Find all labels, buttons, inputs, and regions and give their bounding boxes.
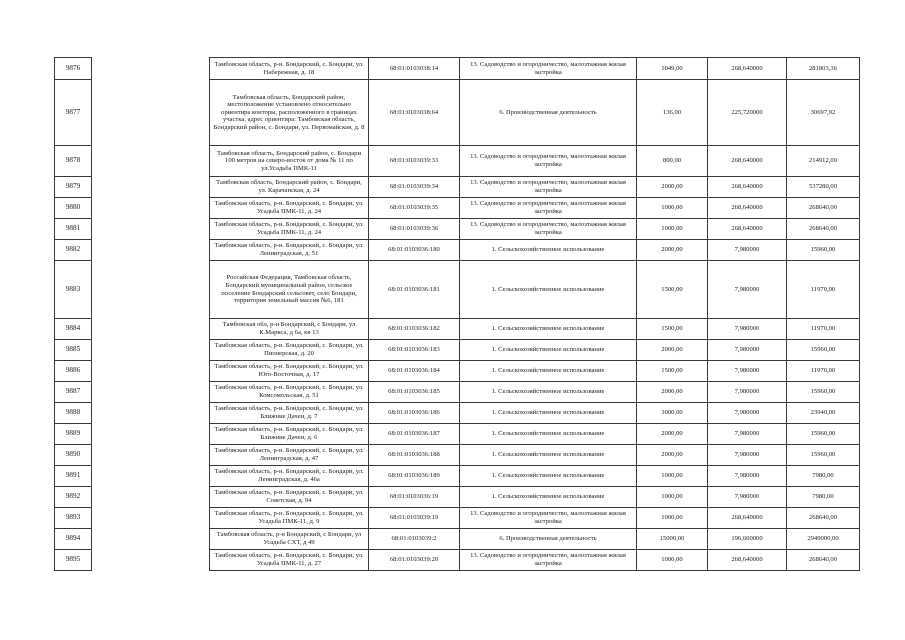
- rate-cell: 7,980000: [708, 487, 787, 508]
- land-use-cell: 13. Садоводство и огородничество, малоэтажная жилая застройка: [460, 58, 637, 80]
- spacer-cell: [92, 445, 210, 466]
- area-cell: 1000,00: [637, 466, 708, 487]
- address-cell: Тамбовская область, Бондарский район, местоположение установлено относительно ориентира конторы, расположенного в границах участка, адрес ориентира: Тамбовская область, Бондарский район, с. Бондари, ул. Первомайская, д. 8: [210, 80, 369, 146]
- cadastral-value-cell: 30697,92: [787, 80, 860, 146]
- area-cell: 2000,00: [637, 382, 708, 403]
- address-cell: Тамбовская область, р-н Бондарский, с Бондари, ул Усадьба СХТ, д 49: [210, 529, 369, 550]
- area-cell: 1500,00: [637, 319, 708, 340]
- cadastral-value-cell: 23940,00: [787, 403, 860, 424]
- rate-cell: 268,640000: [708, 550, 787, 571]
- record-number: 9888: [55, 403, 92, 424]
- address-cell: Тамбовская область, р-н. Бондарский, с. Бондари, ул. Юго-Восточная, д. 17: [210, 361, 369, 382]
- spacer-cell: [92, 219, 210, 240]
- rate-cell: 7,980000: [708, 319, 787, 340]
- cadastral-number-cell: 68:01:0103036:182: [369, 319, 460, 340]
- spacer-cell: [92, 424, 210, 445]
- land-use-cell: 1. Сельскохозяйственное использование: [460, 487, 637, 508]
- cadastral-number-cell: 68:01:0103038:64: [369, 80, 460, 146]
- area-cell: 800,00: [637, 146, 708, 177]
- address-cell: Тамбовская область, р-н. Бондарский, с. Бондари, ул. Комсомольская, д. 51: [210, 382, 369, 403]
- land-use-cell: 1. Сельскохозяйственное использование: [460, 319, 637, 340]
- area-cell: 1500,00: [637, 261, 708, 319]
- area-cell: 1500,00: [637, 361, 708, 382]
- cadastral-number-cell: 68:01:0103036:185: [369, 382, 460, 403]
- rate-cell: 7,980000: [708, 403, 787, 424]
- land-use-cell: 13. Садоводство и огородничество, малоэтажная жилая застройка: [460, 198, 637, 219]
- rate-cell: 7,980000: [708, 424, 787, 445]
- cadastral-value-cell: 7980,00: [787, 487, 860, 508]
- table-row: [55, 550, 860, 571]
- area-cell: 2000,00: [637, 424, 708, 445]
- spacer-cell: [92, 508, 210, 529]
- cadastral-value-cell: 268640,00: [787, 219, 860, 240]
- table-row: [55, 177, 860, 198]
- record-number: 9895: [55, 550, 92, 571]
- record-number: 9886: [55, 361, 92, 382]
- cadastral-number-cell: 68:01:0103036:186: [369, 403, 460, 424]
- table-row: [55, 508, 860, 529]
- cadastral-value-cell: 268640,00: [787, 508, 860, 529]
- area-cell: 2000,00: [637, 240, 708, 261]
- spacer-cell: [92, 58, 210, 80]
- spacer-cell: [92, 319, 210, 340]
- area-cell: 2000,00: [637, 340, 708, 361]
- cadastral-number-cell: 68:01:0103036:189: [369, 466, 460, 487]
- address-cell: Тамбовская область, р-н. Бондарский, с. Бондари, ул. Ленинградская, д. 47: [210, 445, 369, 466]
- address-cell: Тамбовская область, Бондарский район, с. Бондари, ул. Карачанская, д. 24: [210, 177, 369, 198]
- area-cell: 15000,00: [637, 529, 708, 550]
- cadastral-number-cell: 68:01:0103036:19: [369, 487, 460, 508]
- cadastral-value-cell: 15960,00: [787, 340, 860, 361]
- address-cell: Тамбовская область, р-н. Бондарский, с. Бондари, ул. Набережная, д. 18: [210, 58, 369, 80]
- address-cell: Тамбовская область, р-н. Бондарский, с. Бондари, ул. Усадьба ПМК-11, д. 24: [210, 198, 369, 219]
- cadastral-value-cell: 11970,00: [787, 361, 860, 382]
- cadastral-value-cell: 2949000,00: [787, 529, 860, 550]
- cadastral-value-cell: 281803,36: [787, 58, 860, 80]
- table-row: [55, 240, 860, 261]
- record-number: 9889: [55, 424, 92, 445]
- rate-cell: 225,720000: [708, 80, 787, 146]
- area-cell: 1000,00: [637, 198, 708, 219]
- record-number: 9880: [55, 198, 92, 219]
- record-number: 9891: [55, 466, 92, 487]
- address-cell: Тамбовская область, р-н. Бондарский, с. Бондари, ул. Усадьба ПМК-11, д. 27: [210, 550, 369, 571]
- spacer-cell: [92, 80, 210, 146]
- cadastral-value-cell: 15960,00: [787, 445, 860, 466]
- area-cell: 1049,00: [637, 58, 708, 80]
- cadastral-value-cell: 268640,00: [787, 550, 860, 571]
- rate-cell: 268,640000: [708, 219, 787, 240]
- record-number: 9890: [55, 445, 92, 466]
- land-use-cell: 1. Сельскохозяйственное использование: [460, 261, 637, 319]
- address-cell: Тамбовская область, р-н. Бондарский, с. Бондари, ул. Пионерская, д. 20: [210, 340, 369, 361]
- table-row: [55, 466, 860, 487]
- spacer-cell: [92, 198, 210, 219]
- rate-cell: 7,980000: [708, 382, 787, 403]
- spacer-cell: [92, 146, 210, 177]
- spacer-cell: [92, 240, 210, 261]
- address-cell: Тамбовская область, р-н. Бондарский, с. Бондари, ул. Ленинградская, д. 46а: [210, 466, 369, 487]
- record-number: 9876: [55, 58, 92, 80]
- table-row: [55, 424, 860, 445]
- cadastral-number-cell: 68:01:0103039:36: [369, 219, 460, 240]
- land-use-cell: 1. Сельскохозяйственное использование: [460, 424, 637, 445]
- cadastral-number-cell: 68:01:0103039:33: [369, 146, 460, 177]
- area-cell: 3000,00: [637, 403, 708, 424]
- area-cell: 136,00: [637, 80, 708, 146]
- cadastral-number-cell: 68:01:0103036:181: [369, 261, 460, 319]
- record-number: 9894: [55, 529, 92, 550]
- record-number: 9884: [55, 319, 92, 340]
- table-row: [55, 261, 860, 319]
- area-cell: 1000,00: [637, 550, 708, 571]
- table-row: [55, 445, 860, 466]
- table-row: [55, 361, 860, 382]
- address-cell: Тамбовская область, Бондарский район, с. Бондари 100 метров на северо-восток от дома № 11 по ул.Усадьба ПМК-11: [210, 146, 369, 177]
- cadastral-value-cell: 537280,00: [787, 177, 860, 198]
- rate-cell: 268,640000: [708, 177, 787, 198]
- address-cell: Тамбовская область, р-н. Бондарский, с. Бондари, ул. Усадьба ПМК-11, д. 9: [210, 508, 369, 529]
- land-use-cell: 6. Производственная деятельность: [460, 80, 637, 146]
- spacer-cell: [92, 261, 210, 319]
- cadastral-number-cell: 68:01:0103039:2: [369, 529, 460, 550]
- land-use-cell: 13. Садоводство и огородничество, малоэтажная жилая застройка: [460, 177, 637, 198]
- spacer-cell: [92, 550, 210, 571]
- land-use-cell: 1. Сельскохозяйственное использование: [460, 466, 637, 487]
- cadastral-number-cell: 68:01:0103036:184: [369, 361, 460, 382]
- address-cell: Российская Федерация, Тамбовская область, Бондарский муниципальный район, сельское поселение Бондарский сельсовет, село Бондари, территория земельный массив №6, 181: [210, 261, 369, 319]
- area-cell: 1000,00: [637, 508, 708, 529]
- cadastral-number-cell: 68:01:0103036:180: [369, 240, 460, 261]
- record-number: 9883: [55, 261, 92, 319]
- table-row: [55, 80, 860, 146]
- address-cell: Тамбовская область, р-н. Бондарский, с. Бондари, ул. Советская, д. 94: [210, 487, 369, 508]
- cadastral-number-cell: 68:01:0103039:34: [369, 177, 460, 198]
- rate-cell: 268,640000: [708, 198, 787, 219]
- cadastral-number-cell: 68:01:0103036:187: [369, 424, 460, 445]
- rate-cell: 268,640000: [708, 508, 787, 529]
- spacer-cell: [92, 487, 210, 508]
- land-use-cell: 1. Сельскохозяйственное использование: [460, 403, 637, 424]
- land-use-cell: 13. Садоводство и огородничество, малоэтажная жилая застройка: [460, 550, 637, 571]
- land-use-cell: 6. Производственная деятельность: [460, 529, 637, 550]
- cadastral-number-cell: 68:01:0103038:14: [369, 58, 460, 80]
- rate-cell: 196,600000: [708, 529, 787, 550]
- spacer-cell: [92, 177, 210, 198]
- rate-cell: 268,640000: [708, 146, 787, 177]
- cadastral-value-cell: 7980,00: [787, 466, 860, 487]
- land-use-cell: 13. Садоводство и огородничество, малоэтажная жилая застройка: [460, 508, 637, 529]
- address-cell: Тамбовская обл, р-н Бондарский, с Бондари, ул К.Маркса, д 6а, кв 13: [210, 319, 369, 340]
- area-cell: 2000,00: [637, 445, 708, 466]
- rate-cell: 7,980000: [708, 240, 787, 261]
- land-use-cell: 13. Садоводство и огородничество, малоэтажная жилая застройка: [460, 146, 637, 177]
- address-cell: Тамбовская область, р-н. Бондарский, с. Бондари, ул. Ближние Дачеи, д. 7: [210, 403, 369, 424]
- cadastral-value-cell: 214912,00: [787, 146, 860, 177]
- cadastral-number-cell: 68:01:0103039:19: [369, 508, 460, 529]
- record-number: 9892: [55, 487, 92, 508]
- table-row: [55, 382, 860, 403]
- rate-cell: 7,980000: [708, 340, 787, 361]
- record-number: 9887: [55, 382, 92, 403]
- record-number: 9893: [55, 508, 92, 529]
- rate-cell: 7,980000: [708, 466, 787, 487]
- record-number: 9881: [55, 219, 92, 240]
- cadastral-value-cell: 15960,00: [787, 424, 860, 445]
- cadastral-value-cell: 11970,00: [787, 319, 860, 340]
- cadastral-number-cell: 68:01:0103036:188: [369, 445, 460, 466]
- table-row: [55, 487, 860, 508]
- record-number: 9879: [55, 177, 92, 198]
- spacer-cell: [92, 340, 210, 361]
- table-row: [55, 146, 860, 177]
- cadastral-value-cell: 268640,00: [787, 198, 860, 219]
- land-use-cell: 1. Сельскохозяйственное использование: [460, 361, 637, 382]
- table-row: [55, 198, 860, 219]
- land-use-cell: 13. Садоводство и огородничество, малоэтажная жилая застройка: [460, 219, 637, 240]
- land-register-table: [54, 57, 860, 571]
- rate-cell: 7,980000: [708, 445, 787, 466]
- area-cell: 1000,00: [637, 487, 708, 508]
- rate-cell: 7,980000: [708, 261, 787, 319]
- cadastral-number-cell: 68:01:0103039:35: [369, 198, 460, 219]
- rate-cell: 7,980000: [708, 361, 787, 382]
- record-number: 9885: [55, 340, 92, 361]
- record-number: 9878: [55, 146, 92, 177]
- cadastral-value-cell: 15960,00: [787, 240, 860, 261]
- land-use-cell: 1. Сельскохозяйственное использование: [460, 340, 637, 361]
- address-cell: Тамбовская область, р-н. Бондарский, с. Бондари, ул. Усадьба ПМК-11, д. 24: [210, 219, 369, 240]
- table-row: [55, 219, 860, 240]
- table-row: [55, 340, 860, 361]
- cadastral-value-cell: 11970,00: [787, 261, 860, 319]
- address-cell: Тамбовская область, р-н. Бондарский, с. Бондари, ул. Ближние Дачеи, д. 6: [210, 424, 369, 445]
- spacer-cell: [92, 361, 210, 382]
- spacer-cell: [92, 403, 210, 424]
- record-number: 9877: [55, 80, 92, 146]
- cadastral-number-cell: 68:01:0103036:183: [369, 340, 460, 361]
- rate-cell: 268,640000: [708, 58, 787, 80]
- table-row: [55, 58, 860, 80]
- land-use-cell: 1. Сельскохозяйственное использование: [460, 445, 637, 466]
- table-row: [55, 529, 860, 550]
- record-number: 9882: [55, 240, 92, 261]
- land-use-cell: 1. Сельскохозяйственное использование: [460, 382, 637, 403]
- area-cell: 1000,00: [637, 219, 708, 240]
- spacer-cell: [92, 529, 210, 550]
- land-use-cell: 1. Сельскохозяйственное использование: [460, 240, 637, 261]
- cadastral-value-cell: 15960,00: [787, 382, 860, 403]
- cadastral-number-cell: 68:01:0103039:20: [369, 550, 460, 571]
- table-row: [55, 319, 860, 340]
- area-cell: 2000,00: [637, 177, 708, 198]
- spacer-cell: [92, 466, 210, 487]
- address-cell: Тамбовская область, р-н. Бондарский, с. Бондари, ул. Ленинградская, д. 51: [210, 240, 369, 261]
- table-row: [55, 403, 860, 424]
- spacer-cell: [92, 382, 210, 403]
